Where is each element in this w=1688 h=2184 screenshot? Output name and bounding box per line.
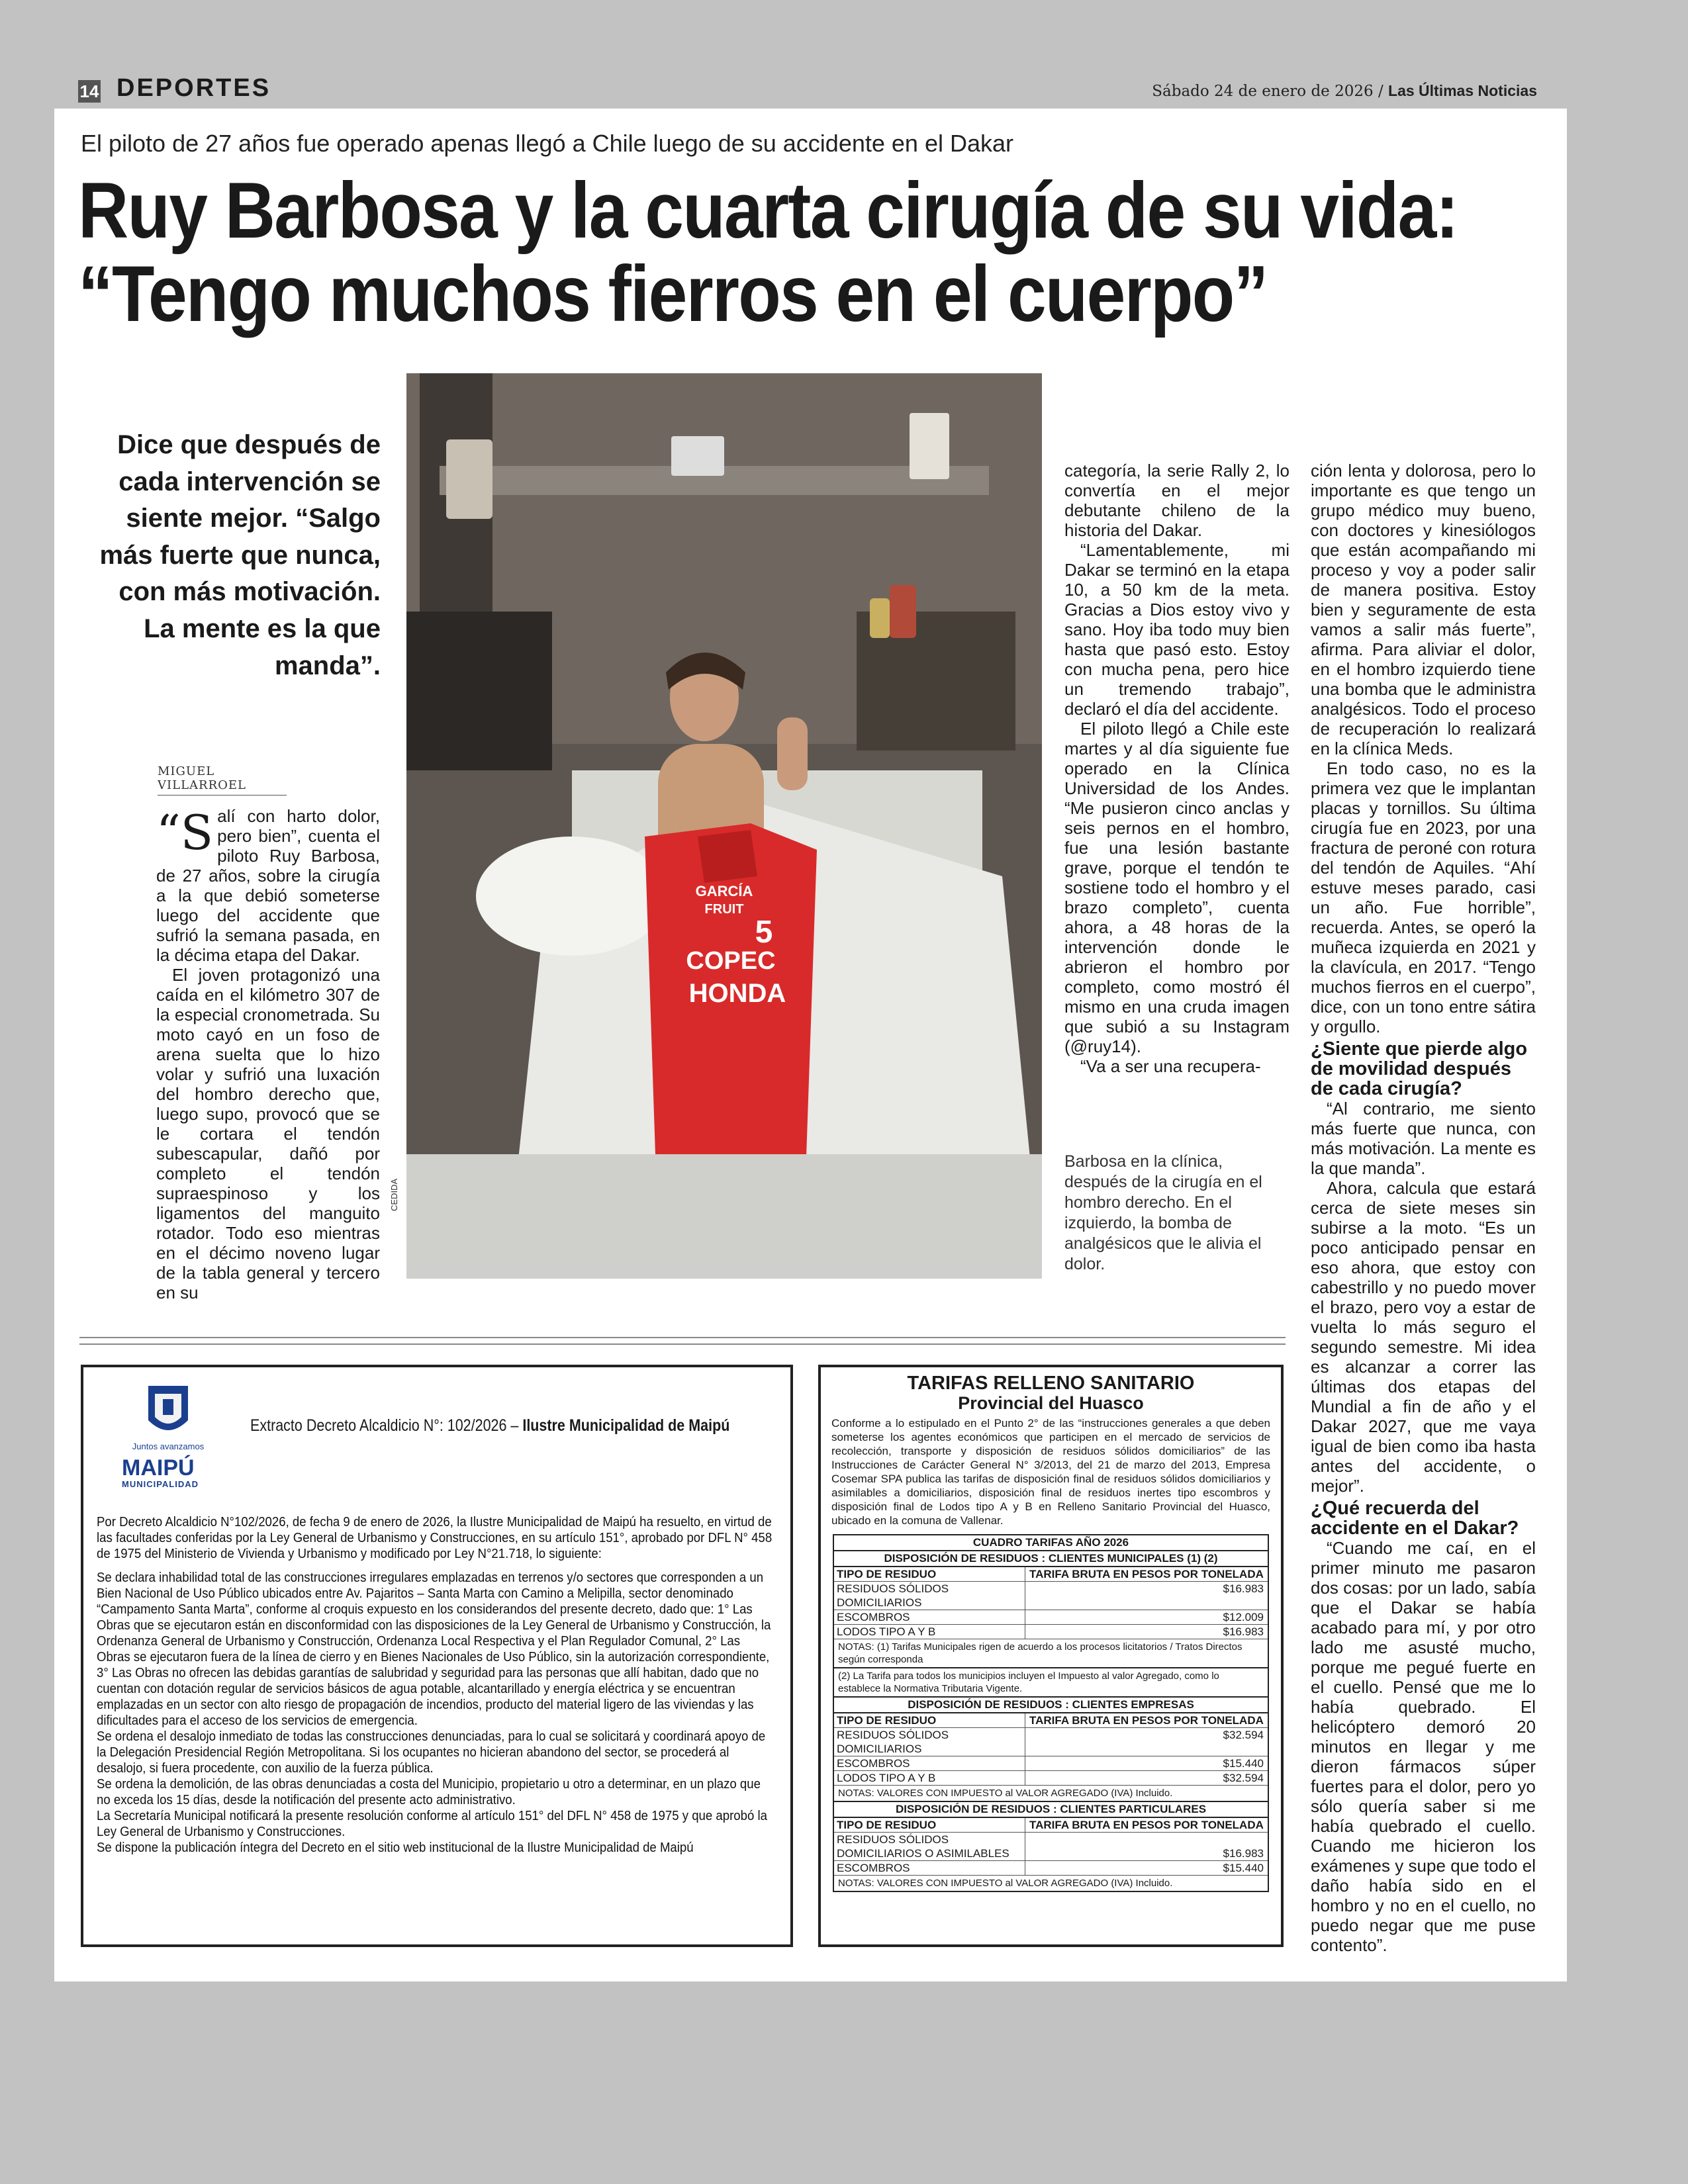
- table-header-row: [834, 1567, 1268, 1582]
- cell: ESCOMBROS: [834, 1756, 1025, 1770]
- maipu-decree-notice: [81, 1365, 793, 1947]
- table-row: [834, 1861, 1268, 1876]
- notice-paragraph: Se declara inhabilidad total de las construcciones irregulares emplazadas en terrenos y/o sectores que corresponden a un Bien Nacional de Uso Público ubicados entre Av. Pajaritos – Santa Marta con Camino a Melipilla, sector denominado “Campamento Santa Marta”, conforme al croquis expuesto en los considerandos del presente decreto, dado que: 1° Las Obras que se ejecutaron están en disconformidad con las disposiciones de la Ley General de Urbanismo y Construcción, la Ordenanza General de Urbanismo y Construcción, Ordenanza Local Respectiva y el Plan Regulador Comunal, 2° Las Obras se ejecutaron fuera de la línea de cierro y en Bienes Nacionales de Uso Público, sin la autorización correspondiente, 3° Las Obras no ofrecen las debidas garantías de salubridad y seguridad para las personas que allí habitan, dado que no cuentan con dotación regular de servicios básicos de agua potable, alcantarillado y energía eléctrica y se encuentran emplazadas en un sector con alto riesgo de propagación de incendios, producto del material ligero de las viviendas y las dificultades para el acceso de los servicios de emergencia.: [97, 1570, 771, 1728]
- table-caption: DISPOSICIÓN DE RESIDUOS : CLIENTES PARTICULARES: [834, 1802, 1268, 1818]
- paragraph: “Al contrario, me siento más fuerte que nunca, con más motivación. La mente es la que manda”.: [1311, 1099, 1536, 1178]
- jersey-brand: GARCÍA: [695, 883, 753, 899]
- paragraph: El piloto llegó a Chile este martes y al día siguiente fue operado en la Clínica Universidad de los Andes. “Me pusieron cinco anclas y seis pernos en el hombro, fue una lesión bastante grave, porque el tendón te sostiene todo el hombro y el brazo completo”, cuenta ahora, a 48 horas de la intervención donde le abrieron el hombro por completo, como mostró él mismo en una cruda imagen que subió a su Instagram (@ruy14).: [1064, 719, 1289, 1056]
- headline-line-2: “Tengo muchos fierros en el cuerpo”: [78, 250, 1268, 338]
- table-row: [834, 1610, 1268, 1625]
- jersey-sponsor-2: HONDA: [688, 979, 786, 1008]
- rates-table-municipal: [833, 1550, 1269, 1698]
- cell: LODOS TIPO A Y B: [834, 1625, 1025, 1639]
- table-row: [834, 1728, 1268, 1756]
- table-row: [834, 1833, 1268, 1861]
- cell: RESIDUOS SÓLIDOS DOMICILIARIOS O ASIMILABLES: [834, 1833, 1025, 1860]
- paragraph: “Lamentablemente, mi Dakar se terminó en la etapa 10, a 50 km de la meta. Gracias a Dios estoy vivo y sano. Hoy iba todo muy bien hasta que pasó esto. Estoy con mucha pena, pero hice un tremendo trabajo”, declaró el día del accidente.: [1064, 540, 1289, 719]
- table-row: [834, 1582, 1268, 1610]
- paragraph: En todo caso, no es la primera vez que le implantan placas y tornillos. Su última cirugía fue en 2023, por una fractura de peroné con rotura del tendón de Aquiles. “Ahí estuve meses parado, casi un año. Fue horrible”, recuerda. Antes, se operó la muñeca izquierda en 2021 y la clavícula, en 2017. “Tengo muchos fierros en el cuerpo”, dice, con un tono entre sátira y orgullo.: [1311, 758, 1536, 1036]
- cell: $16.983: [1223, 1582, 1264, 1595]
- paragraph: alí con harto dolor, pero bien”, cuenta el piloto Ruy Barbosa, de 27 años, sobre la cirugía a la que debió someterse luego del accidente que sufrió la semana pasada, en la décima etapa del Dakar.: [156, 806, 380, 965]
- interview-question: ¿Siente que pierde algo de movilidad después de cada cirugía?: [1311, 1038, 1528, 1099]
- paragraph: El joven protagonizó una caída en el kilómetro 307 de la especial cronometrada. Su moto cayó en un foso de arena suelta que lo hizo volar y sufrió una luxación del hombro derecho que, luego supo, provocó que se le cortara el tendón subescapular, dañó por completo el tendón supraespinoso y los ligamentos del manguito rotador. Todo eso mientras en el décimo noveno lugar de la tabla general y tercero en su: [156, 965, 380, 1302]
- logo-tagline: Juntos avanzamos: [132, 1441, 205, 1451]
- cell: LODOS TIPO A Y B: [834, 1771, 1025, 1785]
- rates-table-empresas: [833, 1698, 1269, 1802]
- rates-subtitle: Provincial del Huasco: [958, 1393, 1144, 1413]
- notice-paragraph: Se ordena el desalojo inmediato de todas las construcciones denunciadas, para lo cual se solicitará y coordinará apoyo de la Delegación Presidencial Región Metropolitana. Si los ocupantes no hicieran abandono del sector, se procederá al desalojo, si fuera procedente, con auxilio de la fuerza pública.: [97, 1729, 766, 1776]
- paragraph: categoría, la serie Rally 2, lo convertía en el mejor debutante chileno de la historia del Dakar.: [1064, 461, 1289, 540]
- pull-quote: Dice que después de cada intervención se siente mejor. “Salgo más fuerte que nunca, con más motivación. La mente es la que manda”.: [99, 430, 381, 680]
- paragraph: “Va a ser una recupera-: [1080, 1056, 1261, 1076]
- cell: $16.983: [1223, 1625, 1264, 1638]
- column-header: TIPO DE RESIDUO: [834, 1713, 1025, 1727]
- notice-title: [250, 1416, 729, 1435]
- section-title: DEPORTES: [117, 74, 271, 102]
- column-header: TIPO DE RESIDUO: [834, 1567, 1025, 1581]
- table-header-row: [834, 1713, 1268, 1728]
- section-divider: [79, 1337, 1286, 1345]
- municipal-shield-icon: [122, 1381, 214, 1453]
- logo-sub: MUNICIPALIDAD: [122, 1479, 199, 1489]
- article-column-1: [156, 806, 380, 1302]
- column-header: TARIFA BRUTA EN PESOS POR TONELADA: [1029, 1714, 1264, 1727]
- byline: MIGUEL VILLARROEL: [158, 764, 287, 796]
- article-column-4: [1311, 461, 1536, 1955]
- notice-paragraph: La Secretaría Municipal notificará la presente resolución conforme al artículo 151° del DFL N° 458 de 1975 y que aprobó la Ley General de Urbanismo y Construcciones.: [97, 1809, 767, 1839]
- photo-caption: Barbosa en la clínica, después de la cirugía en el hombro derecho. En el izquierdo, la bomba de analgésicos que le alivia el dolor.: [1064, 1152, 1262, 1273]
- logo-name: MAIPÚ: [122, 1455, 195, 1480]
- column-header: TARIFA BRUTA EN PESOS POR TONELADA: [1029, 1568, 1264, 1580]
- paragraph: ción lenta y dolorosa, pero lo importante es que tengo un grupo médico muy bueno, con doctores y kinesiólogos que están acompañando mi proceso y voy a poder salir de manera positiva. Estoy bien y seguramente de esta vamos a salir más fuerte”, afirma. Para aliviar el dolor, en el hombro izquierdo tiene una bomba que le administra analgésicos. Todo el proceso de recuperación lo realizará en la clínica Meds.: [1311, 461, 1536, 758]
- cell: ESCOMBROS: [834, 1861, 1025, 1875]
- column-header: TIPO DE RESIDUO: [834, 1818, 1025, 1832]
- rates-intro: Conforme a lo estipulado en el Punto 2° de las “instrucciones generales a que deben someterse los agentes económicos que participen en el mercado de servicios de recolección, transporte y disposición de residuos sólidos domiciliarios” de las Instrucciones de Carácter General N° 3/2013, del 21 de marzo del 2013, Empresa Cosemar SPA publica las tarifas de disposición final de residuos sólidos domiciliarios y asimilables a domiciliarios, disposición final de residuos inertes tipo escombros y disposición final de Lodos tipo A y B en Relleno Sanitario Provincial del Huasco, ubicado en la comuna de Vallenar.: [831, 1417, 1270, 1527]
- cell: RESIDUOS SÓLIDOS DOMICILIARIOS: [834, 1582, 1025, 1610]
- cell: $32.594: [1223, 1729, 1264, 1741]
- landfill-rates-notice: [818, 1365, 1284, 1947]
- paragraph: “Cuando me caí, en el primer minuto me pasaron dos cosas: por un lado, sabía que el Dakar se había acabado para mí, y por otro lado me asusté mucho, porque me pegué fuerte en el cuello. Pensé que me lo había quebrado. El helicóptero demoró 20 minutos en llegar y me dieron fármacos súper fuertes para el dolor, pero yo sólo quería saber si me había quebrado el cuello. Cuando me hicieron los exámenes y supe que todo el daño había sido en el hombro y no en el cuello, no puedo negar que me puse contento”.: [1311, 1538, 1536, 1955]
- rates-table-particulares: [833, 1802, 1269, 1892]
- notice-paragraph: Por Decreto Alcaldicio N°102/2026, de fecha 9 de enero de 2026, la Ilustre Municipalidad de Maipú ha resuelto, en virtud de las facultades conferidas por la Ley General de Urbanismo y Construcciones, en su artículo 151°, aprobado por DFL N° 458 de 1975 del Ministerio de Vivienda y Urbanismo y modificado por Ley N°21.718, lo siguiente:: [97, 1515, 773, 1561]
- headline-line-1: Ruy Barbosa y la cuarta cirugía de su vida:: [78, 166, 1458, 255]
- article-photo: [406, 373, 1042, 1279]
- table-row: [834, 1771, 1268, 1786]
- drop-cap: “S: [156, 805, 214, 860]
- article-headline: [78, 166, 1458, 338]
- rates-table-caption: CUADRO TARIFAS AÑO 2026: [833, 1534, 1269, 1550]
- notice-paragraph: Se ordena la demolición, de las obras denunciadas a costa del Municipio, propietario u otro a determinar, en un plazo que no exceda los 15 días, desde la notificación del presente acto administrativo.: [97, 1777, 761, 1807]
- table-row: [834, 1625, 1268, 1639]
- paragraph: Ahora, calcula que estará cerca de siete meses sin subirse a la moto. “Es un poco anticipado pensar en eso ahora, que estoy con cabestrillo y no puedo mover el brazo, pero voy a estar de vuelta lo más seguro el segundo semestre. Mi idea es alcanzar a correr las últimas dos etapas del Mundial a fin de año y el Dakar 2027, que me vaya igual de bien como iba hasta antes del accidente, o mejor”.: [1311, 1178, 1536, 1496]
- photo-credit: CEDIDA: [389, 1178, 399, 1211]
- cell: ESCOMBROS: [834, 1610, 1025, 1624]
- cell: $15.440: [1223, 1757, 1264, 1770]
- notice-title-bold: Ilustre Municipalidad de Maipú: [518, 1416, 730, 1435]
- jersey-sponsor-1: COPEC: [686, 947, 776, 975]
- issue-date: Sábado 24 de enero de 2026: [1152, 83, 1374, 100]
- interview-question: ¿Qué recuerda del accidente en el Dakar?: [1311, 1498, 1519, 1539]
- table-note: NOTAS: (1) Tarifas Municipales rigen de acuerdo a los procesos licitatorios / Tratos Directos según corresponda: [834, 1639, 1268, 1668]
- table-note: (2) La Tarifa para todos los municipios incluyen el Impuesto al valor Agregado, como lo establece la Normativa Tributaria Vigente.: [838, 1670, 1219, 1694]
- page-number: 14: [78, 80, 101, 103]
- rates-title: TARIFAS RELLENO SANITARIO: [907, 1373, 1195, 1394]
- cell: $12.009: [1223, 1611, 1264, 1623]
- hospital-bed-photo: [406, 373, 1042, 1279]
- dateline-separator: /: [1378, 83, 1383, 100]
- notice-paragraph: Se dispone la publicación íntegra del Decreto en el sitio web institucional de la Ilustre Municipalidad de Maipú: [97, 1841, 694, 1855]
- maipu-logo: [122, 1381, 214, 1489]
- table-header-row: [834, 1818, 1268, 1833]
- cell: $32.594: [1223, 1772, 1264, 1784]
- cell: RESIDUOS SÓLIDOS DOMICILIARIOS: [834, 1728, 1025, 1756]
- table-caption: DISPOSICIÓN DE RESIDUOS : CLIENTES MUNICIPALES (1) (2): [834, 1551, 1268, 1567]
- notice-title-plain: Extracto Decreto Alcaldicio N°: 102/2026 –: [250, 1416, 519, 1435]
- table-caption: DISPOSICIÓN DE RESIDUOS : CLIENTES EMPRESAS: [834, 1698, 1268, 1713]
- jersey-number: 5: [755, 915, 773, 950]
- table-row: [834, 1756, 1268, 1771]
- table-note: NOTAS: VALORES CON IMPUESTO al VALOR AGREGADO (IVA) Incluido.: [838, 1878, 1173, 1889]
- jersey-brand-2: FRUIT: [704, 902, 744, 917]
- publication-name: Las Últimas Noticias: [1388, 82, 1537, 99]
- cell: $15.440: [1223, 1862, 1264, 1874]
- article-kicker: El piloto de 27 años fue operado apenas llegó a Chile luego de su accidente en el Dakar: [81, 130, 1013, 157]
- cell: $16.983: [1223, 1847, 1264, 1860]
- table-note: NOTAS: VALORES CON IMPUESTO al VALOR AGREGADO (IVA) Incluido.: [838, 1788, 1173, 1799]
- article-column-3: [1064, 461, 1289, 1076]
- dateline: [1152, 82, 1537, 100]
- notice-body: [97, 1514, 778, 1856]
- column-header: TARIFA BRUTA EN PESOS POR TONELADA: [1029, 1819, 1264, 1831]
